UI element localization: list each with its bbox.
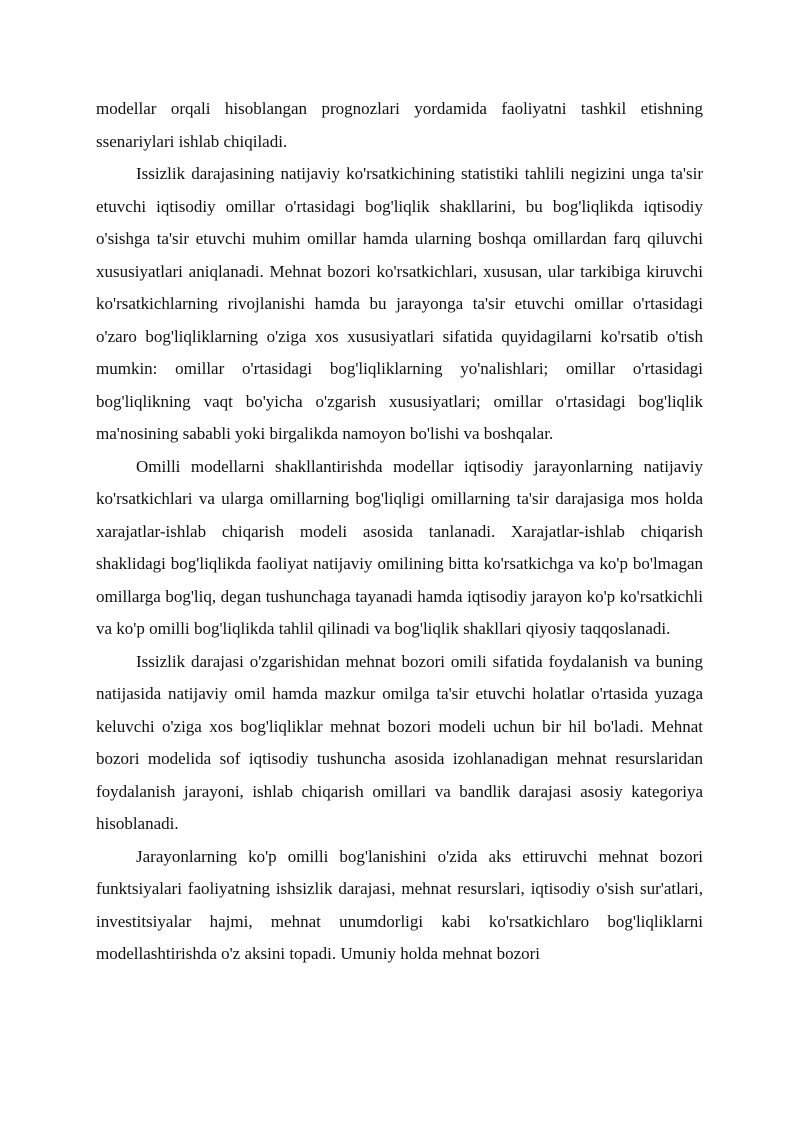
paragraph-2: Issizlik darajasining natijaviy ko'rsatkichining statistiki tahlili negizini unga ta'sir etuvchi iqtisodiy omillar o'rtasidagi bog'liqlik shakllarini, bu bog'liqlikda iqtisodiy o'sishga ta'sir etuvchi muhim omillar hamda ularning boshqa omillardan farq qiluvchi xususiyatlari aniqlanadi. Mehnat bozori ko'rsatkichlari, xususan, ular tarkibiga kiruvchi ko'rsatkichlarning rivojlanishi hamda bu jarayonga ta'sir etuvchi omillar o'rtasidagi o'zaro bog'liqliklarning o'ziga xos xususiyatlari sifatida quyidagilarni ko'rsatib o'tish mumkin: omillar o'rtasidagi bog'liqliklarning yo'nalishlari; omillar o'rtasidagi bog'liqlikning vaqt bo'yicha o'zgarish xususiyatlari; omillar o'rtasidagi bog'liqlik ma'nosining sababli yoki birgalikda namoyon bo'lishi va boshqalar. <box>96 164 703 443</box>
paragraph-5: Jarayonlarning ko'p omilli bog'lanishini o'zida aks ettiruvchi mehnat bozori funktsiyalari faoliyatning ishsizlik darajasi, mehnat resurslari, iqtisodiy o'sish sur'atlari, investitsiyalar hajmi, mehnat unumdorligi kabi ko'rsatkichlaro bog'liqliklarni modellashtirishda o'z aksini topadi. Umuniy holda mehnat bozori <box>96 846 703 963</box>
body-text <box>96 93 703 971</box>
paragraph-1: modellar orqali hisoblangan prognozlari yordamida faoliyatni tashkil etishning ssenariylari ishlab chiqiladi. <box>96 99 703 151</box>
paragraph-4: Issizlik darajasi o'zgarishidan mehnat bozori omili sifatida foydalanish va buning natijasida natijaviy omil hamda mazkur omilga ta'sir etuvchi holatlar o'rtasida yuzaga keluvchi o'ziga xos bog'liqliklar mehnat bozori modeli uchun bir hil bo'ladi. Mehnat bozori modelida sof iqtisodiy tushuncha asosida izohlanadigan mehnat resurslaridan foydalanish jarayoni, ishlab chiqarish omillari va bandlik darajasi asosiy kategoriya hisoblanadi. <box>96 651 703 833</box>
paragraph-3: Omilli modellarni shakllantirishda modellar iqtisodiy jarayonlarning natijaviy ko'rsatkichlari va ularga omillarning bog'liqligi omillarning ta'sir darajasiga mos holda xarajatlar-ishlab chiqarish modeli asosida tanlanadi. Xarajatlar-ishlab chiqarish shaklidagi bog'liqlikda faoliyat natijaviy omilining bitta ko'rsatkichga va ko'p bo'lmagan omillarga bog'liq, degan tushunchaga tayanadi hamda iqtisodiy jarayon ko'p ko'rsatkichli va ko'p omilli bog'liqlikda tahlil qilinadi va bog'liqlik shakllari qiyosiy taqqoslanadi. <box>96 456 703 638</box>
